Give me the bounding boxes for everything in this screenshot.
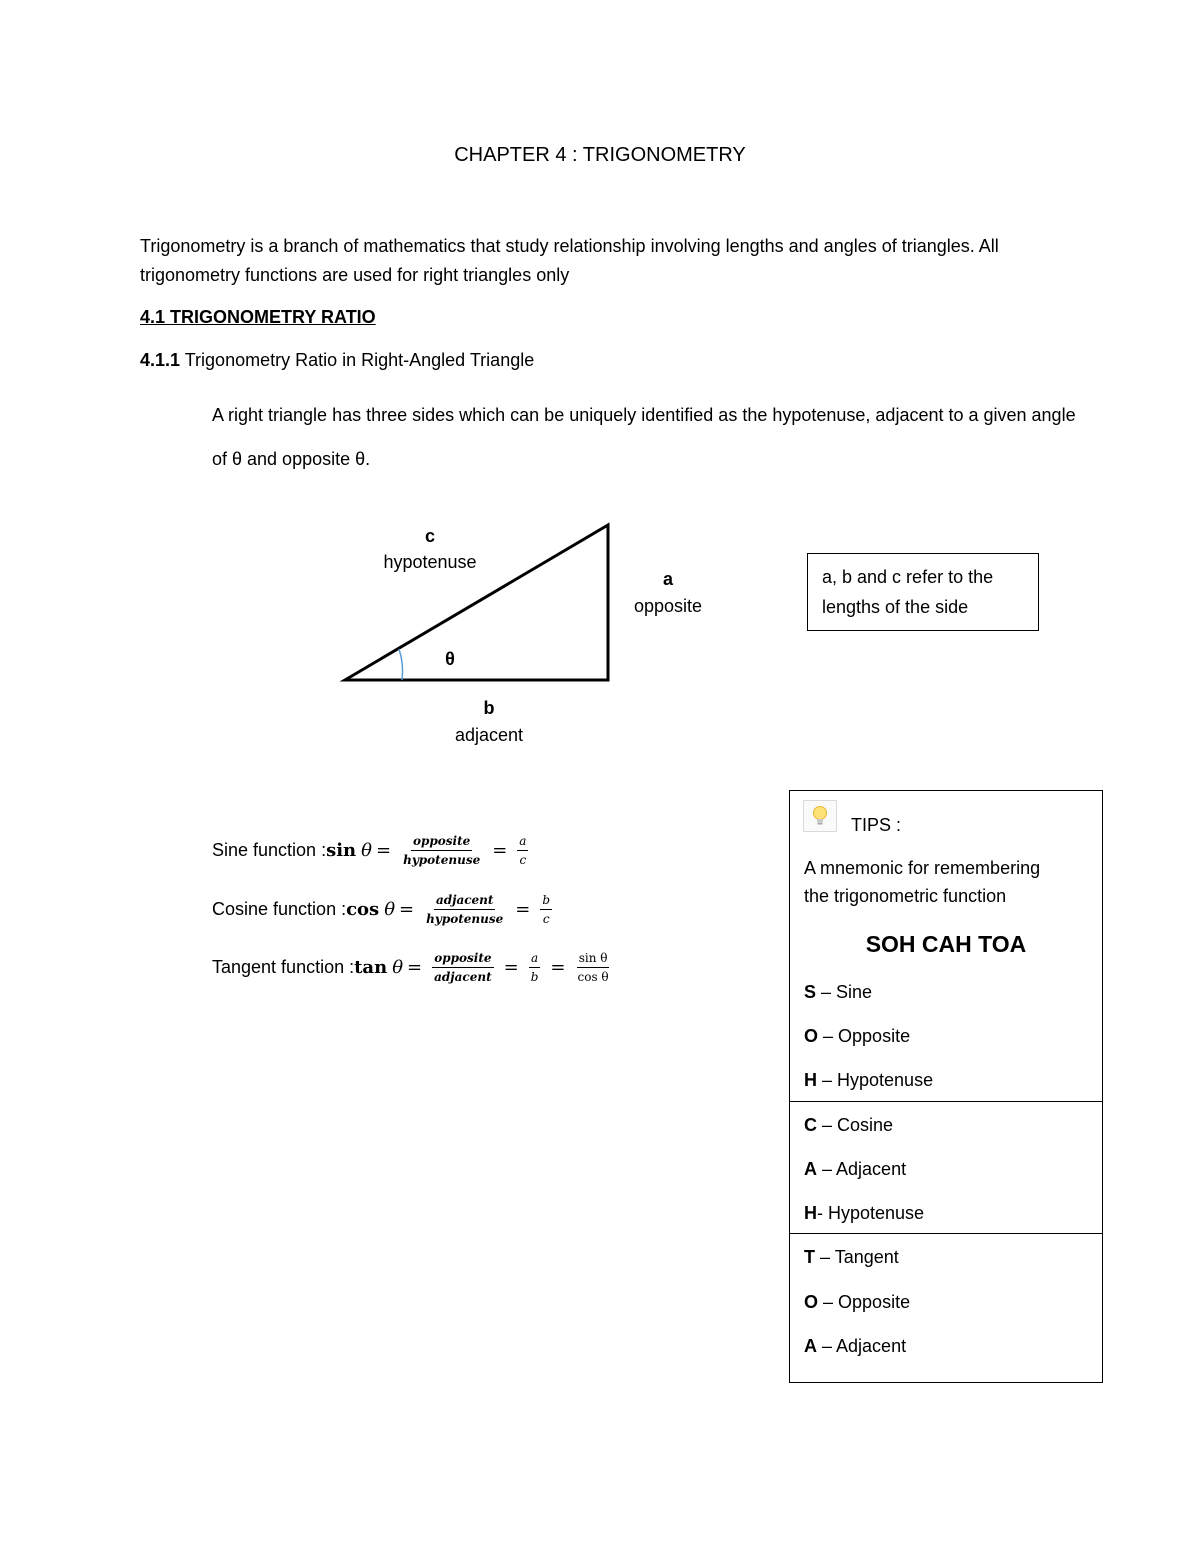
angle-label: θ [445,649,455,669]
opposite-letter: a [662,569,674,589]
mnemonic-title: SOH CAH TOA [865,931,1027,957]
tips-box [789,790,1103,1383]
adjacent-letter: b [483,698,495,718]
tips-item-c: C – Cosine [804,1115,894,1135]
subsection-title: Trigonometry Ratio in Right-Angled Triangle [180,350,535,370]
side-note-box: a, b and c refer to the lengths of the side [807,553,1039,631]
cosine-fn: cos [346,899,380,920]
sine-ratio-words: $\frac{\text{opposite}}{\text{hypotenuse}}$ [403,834,481,867]
opposite-label: opposite [633,596,703,616]
cosine-ratio-words: $\frac{\text{adjacent}}{\text{hypotenuse}}$ [426,893,504,926]
tips-header: TIPS : [851,815,902,835]
tips-item-h2: H- Hypotenuse [804,1203,925,1223]
angle-arc [399,649,403,680]
sine-formula: Sine function : sin θ = $\frac{\text{opposite}}{\text{hypotenuse}}$ = $\frac{a}{c}$ [212,834,527,867]
tips-item-a: A – Adjacent [804,1159,907,1179]
tips-divider [790,1233,1102,1234]
hypotenuse-letter: c [424,526,436,546]
sine-label: Sine function : [212,840,327,860]
tips-desc-line2: the trigonometric function [804,886,1007,906]
tips-item-h: H – Hypotenuse [804,1070,934,1090]
page-title: CHAPTER 4 : TRIGONOMETRY [454,144,746,166]
intro-paragraph: Trigonometry is a branch of mathematics that study relationship involving lengths and angles of triangles. All trigonometry functions are used for right triangles only [140,236,999,285]
lightbulb-icon [803,800,837,832]
cosine-var: θ [384,899,396,920]
tangent-ratio-sincos: $\frac{\text{sin θ}}{\text{cos θ}}$ [577,951,609,984]
tangent-formula: Tangent function : tan θ = $\frac{\text{opposite}}{\text{adjacent}}$ = $\frac{a}{b}$ = $\frac{\text{sin θ}}{\text{cos θ}}$ [212,951,609,984]
tips-item-o: O – Opposite [804,1026,911,1046]
tips-item-o2: O – Opposite [804,1292,911,1312]
tips-desc-line1: A mnemonic for remembering [804,858,1041,878]
tangent-label: Tangent function : [212,957,355,977]
cosine-formula: Cosine function : cos θ = $\frac{\text{adjacent}}{\text{hypotenuse}}$ = $\frac{b}{c}$ [212,893,551,926]
cosine-label: Cosine function : [212,899,347,919]
triangle-shape [345,525,608,680]
triangle-description: A right triangle has three sides which can be uniquely identified as the hypotenuse, adjacent to a given angle of θ and opposite θ. [212,405,1076,469]
section-heading: 4.1 TRIGONOMETRY RATIO [140,307,376,327]
sine-ratio-letters: $\frac{a}{c}$ [519,834,527,867]
tangent-ratio-words: $\frac{\text{opposite}}{\text{adjacent}}$ [434,951,492,984]
tips-item-a2: A – Adjacent [804,1336,907,1356]
subsection-number: 4.1.1 [140,350,181,370]
sine-fn: sin [326,840,357,861]
tangent-ratio-letters: $\frac{a}{b}$ [530,951,539,984]
tangent-var: θ [392,957,404,978]
adjacent-label: adjacent [454,725,524,745]
tangent-fn: tan [354,957,388,978]
tips-divider [790,1101,1102,1102]
tips-item-t: T – Tangent [804,1247,899,1267]
sine-var: θ [361,840,372,861]
tips-item-s: S – Sine [804,982,873,1002]
cosine-ratio-letters: $\frac{b}{c}$ [542,893,551,926]
hypotenuse-label: hypotenuse [383,552,477,572]
